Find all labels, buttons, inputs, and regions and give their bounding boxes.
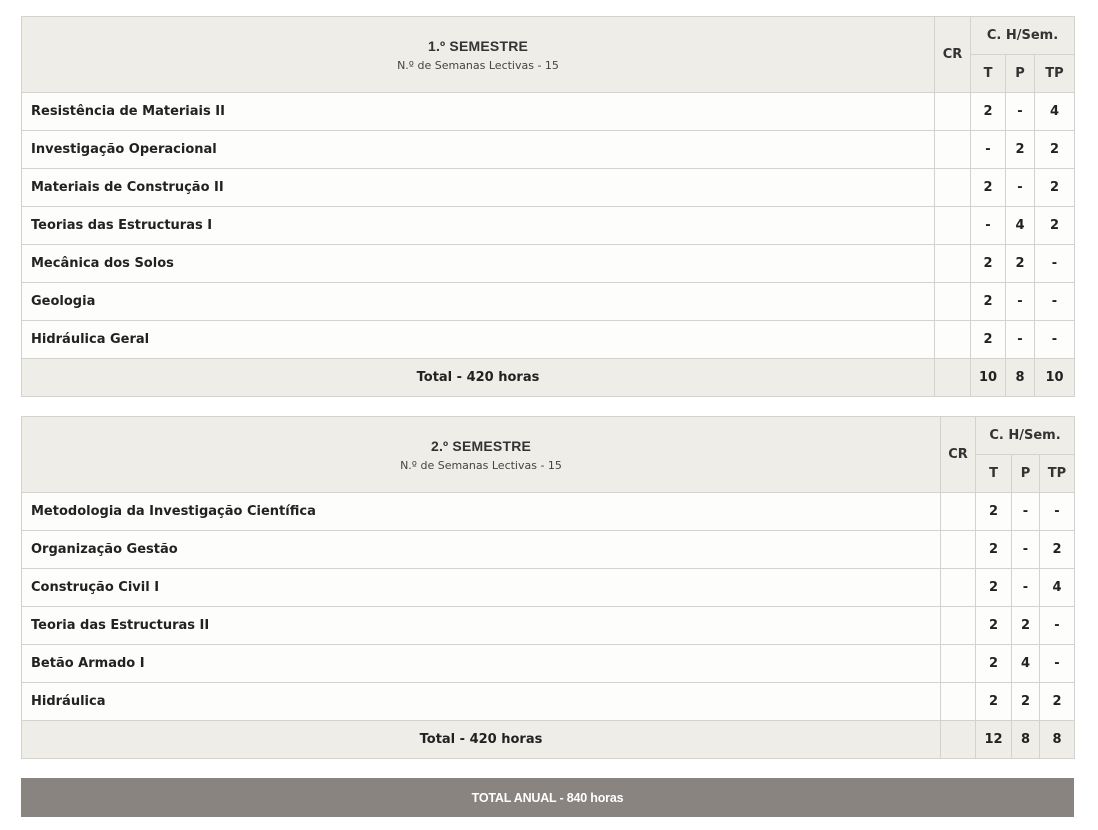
semester-2-rows <box>22 493 1075 759</box>
table-row <box>22 683 1075 721</box>
total-p-cell: 8 <box>1006 359 1035 397</box>
cr-cell <box>941 569 976 607</box>
table-row <box>22 207 1075 245</box>
total-row <box>22 721 1075 759</box>
table-row <box>22 321 1075 359</box>
col-tp-header: TP <box>1035 55 1075 93</box>
t-cell: 2 <box>971 169 1006 207</box>
course-name: Investigação Operacional <box>22 131 935 169</box>
tp-cell: 2 <box>1040 531 1075 569</box>
cr-cell <box>941 607 976 645</box>
total-label: Total - 420 horas <box>22 359 935 397</box>
t-cell: 2 <box>976 493 1012 531</box>
col-t-header: T <box>976 455 1012 493</box>
cr-cell <box>935 321 971 359</box>
total-t-cell: 10 <box>971 359 1006 397</box>
semester-1-table <box>21 16 1075 397</box>
table-row <box>22 131 1075 169</box>
cr-cell <box>941 493 976 531</box>
total-tp-cell: 10 <box>1035 359 1075 397</box>
t-cell: - <box>971 207 1006 245</box>
cr-cell <box>941 531 976 569</box>
total-tp-cell: 8 <box>1040 721 1075 759</box>
p-cell: - <box>1012 569 1040 607</box>
semester-2-header <box>22 417 941 493</box>
table-row <box>22 493 1075 531</box>
cr-cell <box>935 283 971 321</box>
cr-cell <box>935 169 971 207</box>
table-row <box>22 569 1075 607</box>
t-cell: 2 <box>971 321 1006 359</box>
table-row <box>22 645 1075 683</box>
course-name: Hidráulica <box>22 683 941 721</box>
tp-cell: 2 <box>1040 683 1075 721</box>
cr-cell <box>935 359 971 397</box>
cr-cell <box>935 131 971 169</box>
cr-header: CR <box>935 17 971 93</box>
tp-cell: - <box>1035 245 1075 283</box>
total-label: Total - 420 horas <box>22 721 941 759</box>
semester-1-rows <box>22 93 1075 397</box>
course-name: Teorias das Estructuras I <box>22 207 935 245</box>
t-cell: 2 <box>976 531 1012 569</box>
cr-cell <box>935 207 971 245</box>
t-cell: 2 <box>976 645 1012 683</box>
cr-header: CR <box>941 417 976 493</box>
table-row <box>22 245 1075 283</box>
p-cell: - <box>1012 493 1040 531</box>
table-row <box>22 283 1075 321</box>
cr-cell <box>941 721 976 759</box>
table-row <box>22 93 1075 131</box>
p-cell: 2 <box>1012 683 1040 721</box>
course-name: Geologia <box>22 283 935 321</box>
p-cell: 2 <box>1006 245 1035 283</box>
course-name: Betão Armado I <box>22 645 941 683</box>
t-cell: 2 <box>971 283 1006 321</box>
col-p-header: P <box>1012 455 1040 493</box>
tp-cell: 2 <box>1035 169 1075 207</box>
course-name: Materiais de Construção II <box>22 169 935 207</box>
semester-2-table <box>21 416 1075 759</box>
semester-2-subtitle: N.º de Semanas Lectivas - 15 <box>400 458 562 472</box>
table-row <box>22 531 1075 569</box>
cr-cell <box>935 93 971 131</box>
tp-cell: - <box>1040 645 1075 683</box>
p-cell: 4 <box>1012 645 1040 683</box>
cr-cell <box>941 683 976 721</box>
p-cell: - <box>1006 321 1035 359</box>
course-name: Organização Gestão <box>22 531 941 569</box>
t-cell: 2 <box>976 607 1012 645</box>
course-name: Resistência de Materiais II <box>22 93 935 131</box>
semester-2-title: 2.º SEMESTRE <box>430 437 532 454</box>
t-cell: 2 <box>971 245 1006 283</box>
t-cell: 2 <box>971 93 1006 131</box>
semester-1-title: 1.º SEMESTRE <box>427 37 529 54</box>
tp-cell: - <box>1035 283 1075 321</box>
semester-1-header <box>22 17 935 93</box>
t-cell: - <box>971 131 1006 169</box>
total-row <box>22 359 1075 397</box>
col-t-header: T <box>971 55 1006 93</box>
ch-sem-header: C. H/Sem. <box>971 17 1075 55</box>
ch-sem-header: C. H/Sem. <box>976 417 1075 455</box>
tp-cell: 4 <box>1040 569 1075 607</box>
tp-cell: 4 <box>1035 93 1075 131</box>
cr-cell <box>941 645 976 683</box>
t-cell: 2 <box>976 683 1012 721</box>
col-p-header: P <box>1006 55 1035 93</box>
cr-cell <box>935 245 971 283</box>
course-name: Teoria das Estructuras II <box>22 607 941 645</box>
total-p-cell: 8 <box>1012 721 1040 759</box>
course-name: Mecânica dos Solos <box>22 245 935 283</box>
p-cell: 2 <box>1012 607 1040 645</box>
tp-cell: - <box>1035 321 1075 359</box>
course-name: Construção Civil I <box>22 569 941 607</box>
semester-1-subtitle: N.º de Semanas Lectivas - 15 <box>397 58 559 72</box>
course-name: Metodologia da Investigação Científica <box>22 493 941 531</box>
p-cell: 4 <box>1006 207 1035 245</box>
t-cell: 2 <box>976 569 1012 607</box>
p-cell: 2 <box>1006 131 1035 169</box>
p-cell: - <box>1006 169 1035 207</box>
table-row <box>22 169 1075 207</box>
course-name: Hidráulica Geral <box>22 321 935 359</box>
p-cell: - <box>1006 283 1035 321</box>
table-row <box>22 607 1075 645</box>
p-cell: - <box>1012 531 1040 569</box>
tp-cell: - <box>1040 607 1075 645</box>
p-cell: - <box>1006 93 1035 131</box>
col-tp-header: TP <box>1040 455 1075 493</box>
tp-cell: - <box>1040 493 1075 531</box>
tp-cell: 2 <box>1035 131 1075 169</box>
annual-total-bar: TOTAL ANUAL - 840 horas <box>21 778 1074 817</box>
total-t-cell: 12 <box>976 721 1012 759</box>
tp-cell: 2 <box>1035 207 1075 245</box>
